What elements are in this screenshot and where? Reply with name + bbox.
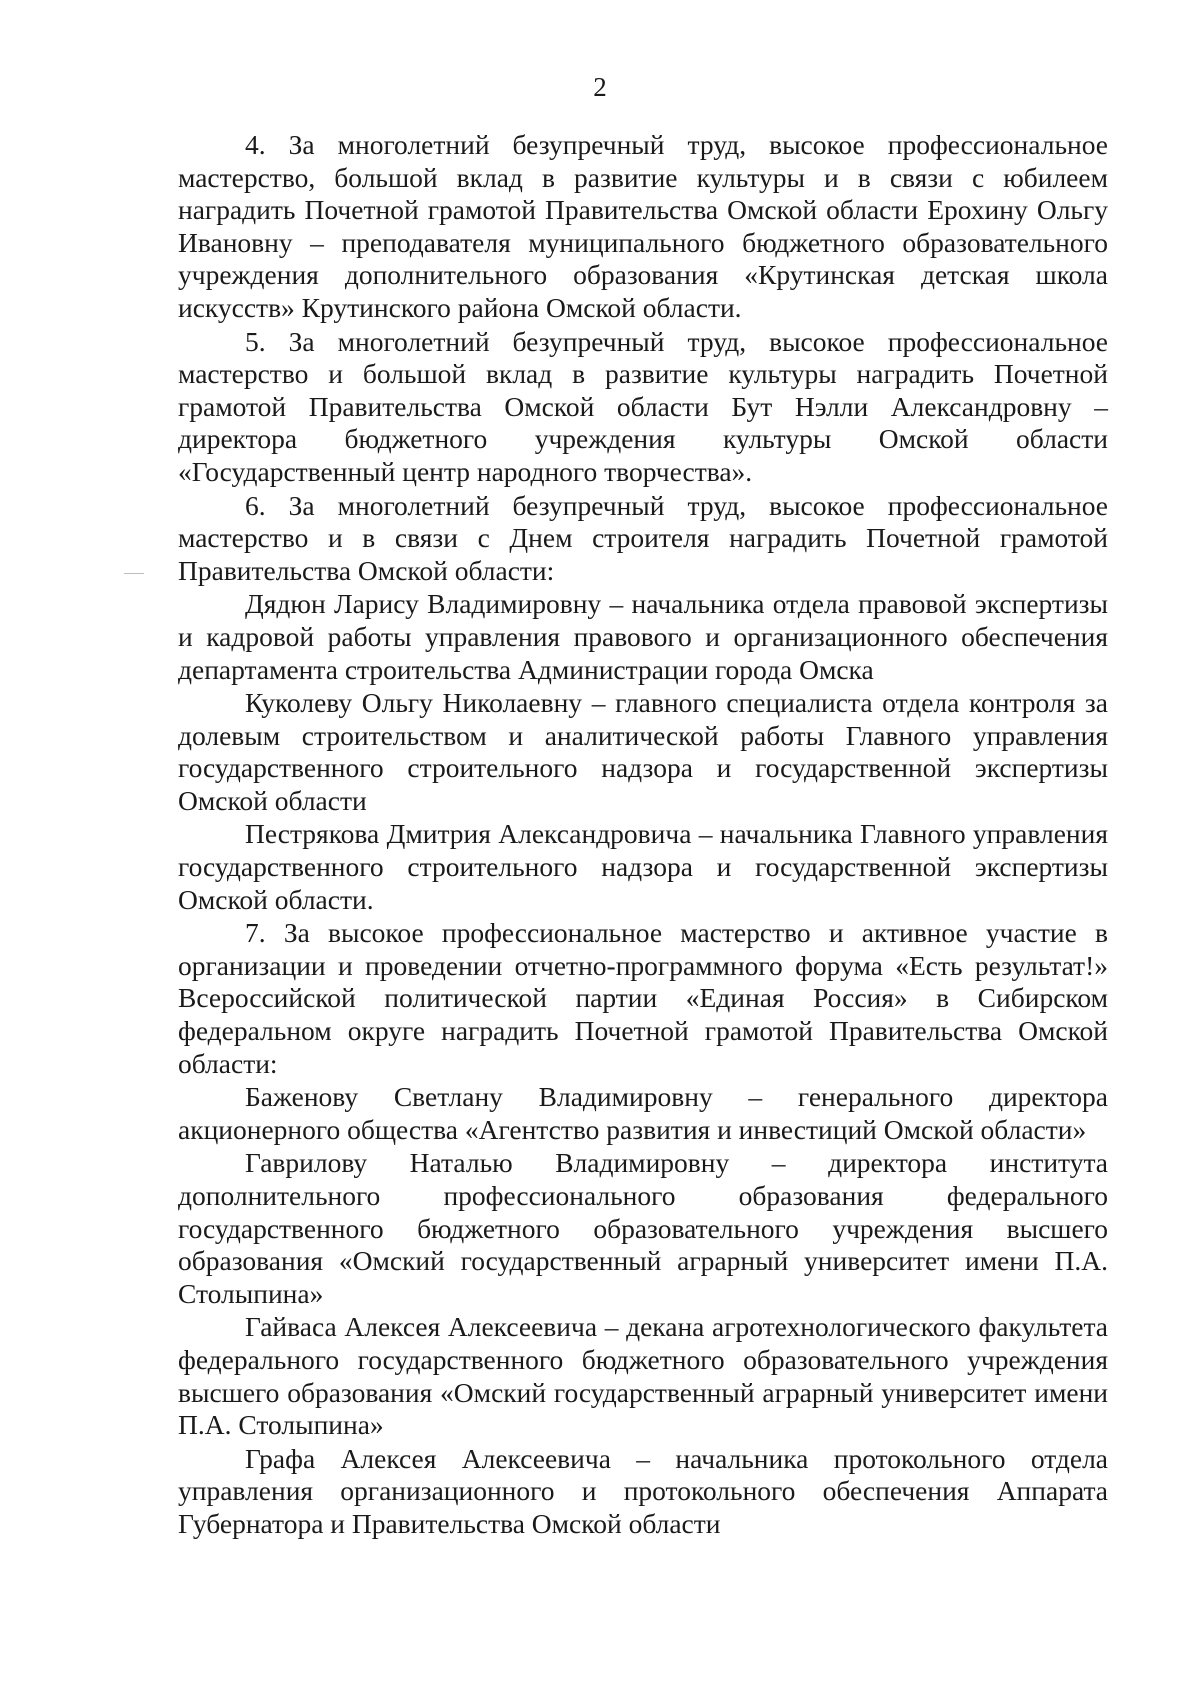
paragraph-item-4: 4. За многолетний безупречный труд, высокое профессиональное мастерство, большой вклад в развитие культуры и в связи с юбилеем наградить Почетной грамотой Правительства Омской области Ерохину Ольгу Ивановну – преподавателя муниципального бюджетного образовательного учреждения дополнительного образования «Крутинская детская школа искусств» Крутинского района Омской области. (178, 129, 1108, 323)
awardee-paragraph: Пестрякова Дмитрия Александровича – начальника Главного управления государственного строительного надзора и государственной экспертизы Омской области. (178, 818, 1108, 915)
document-body (178, 129, 1108, 1541)
page-number: 2 (593, 72, 607, 102)
awardee-paragraph: Гайваса Алексея Алексеевича – декана агротехнологического факультета федерального государственного бюджетного образовательного учреждения высшего образования «Омский государственный аграрный университет имени П.А. Столыпина» (178, 1311, 1108, 1441)
awardee-paragraph: Графа Алексея Алексеевича – начальника протокольного отдела управления организационного и протокольного обеспечения Аппарата Губернатора и Правительства Омской области (178, 1442, 1108, 1539)
awardee-paragraph: Гаврилову Наталью Владимировну – директора института дополнительного профессионального образования федерального государственного бюджетного образовательного учреждения высшего образования «Омский государственный аграрный университет имени П.А. Столыпина» (178, 1147, 1108, 1309)
paragraph-item-7: 7. За высокое профессиональное мастерство и активное участие в организации и проведении отчетно-программного форума «Есть результат!» Всероссийской политической партии «Единая Россия» в Сибирском федеральном округе наградить Почетной грамотой Правительства Омской области: (178, 917, 1108, 1079)
paragraph-item-6: 6. За многолетний безупречный труд, высокое профессиональное мастерство и в связи с Днем строителя наградить Почетной грамотой Правительства Омской области: (178, 489, 1108, 586)
awardee-paragraph: Дядюн Ларису Владимировну – начальника отдела правовой экспертизы и кадровой работы управления правового и организационного обеспечения департамента строительства Администрации города Омска (178, 588, 1108, 685)
paragraph-item-5: 5. За многолетний безупречный труд, высокое профессиональное мастерство и большой вклад в развитие культуры наградить Почетной грамотой Правительства Омской области Бут Нэлли Александровну – директора бюджетного учреждения культуры Омской области «Государственный центр народного творчества». (178, 325, 1108, 487)
awardee-paragraph: Баженову Светлану Владимировну – генерального директора акционерного общества «Агентство развития и инвестиций Омской области» (178, 1081, 1108, 1145)
margin-mark (124, 573, 144, 574)
awardee-paragraph: Куколеву Ольгу Николаевну – главного специалиста отдела контроля за долевым строительством и аналитической работы Главного управления государственного строительного надзора и государственной экспертизы Омской области (178, 687, 1108, 816)
